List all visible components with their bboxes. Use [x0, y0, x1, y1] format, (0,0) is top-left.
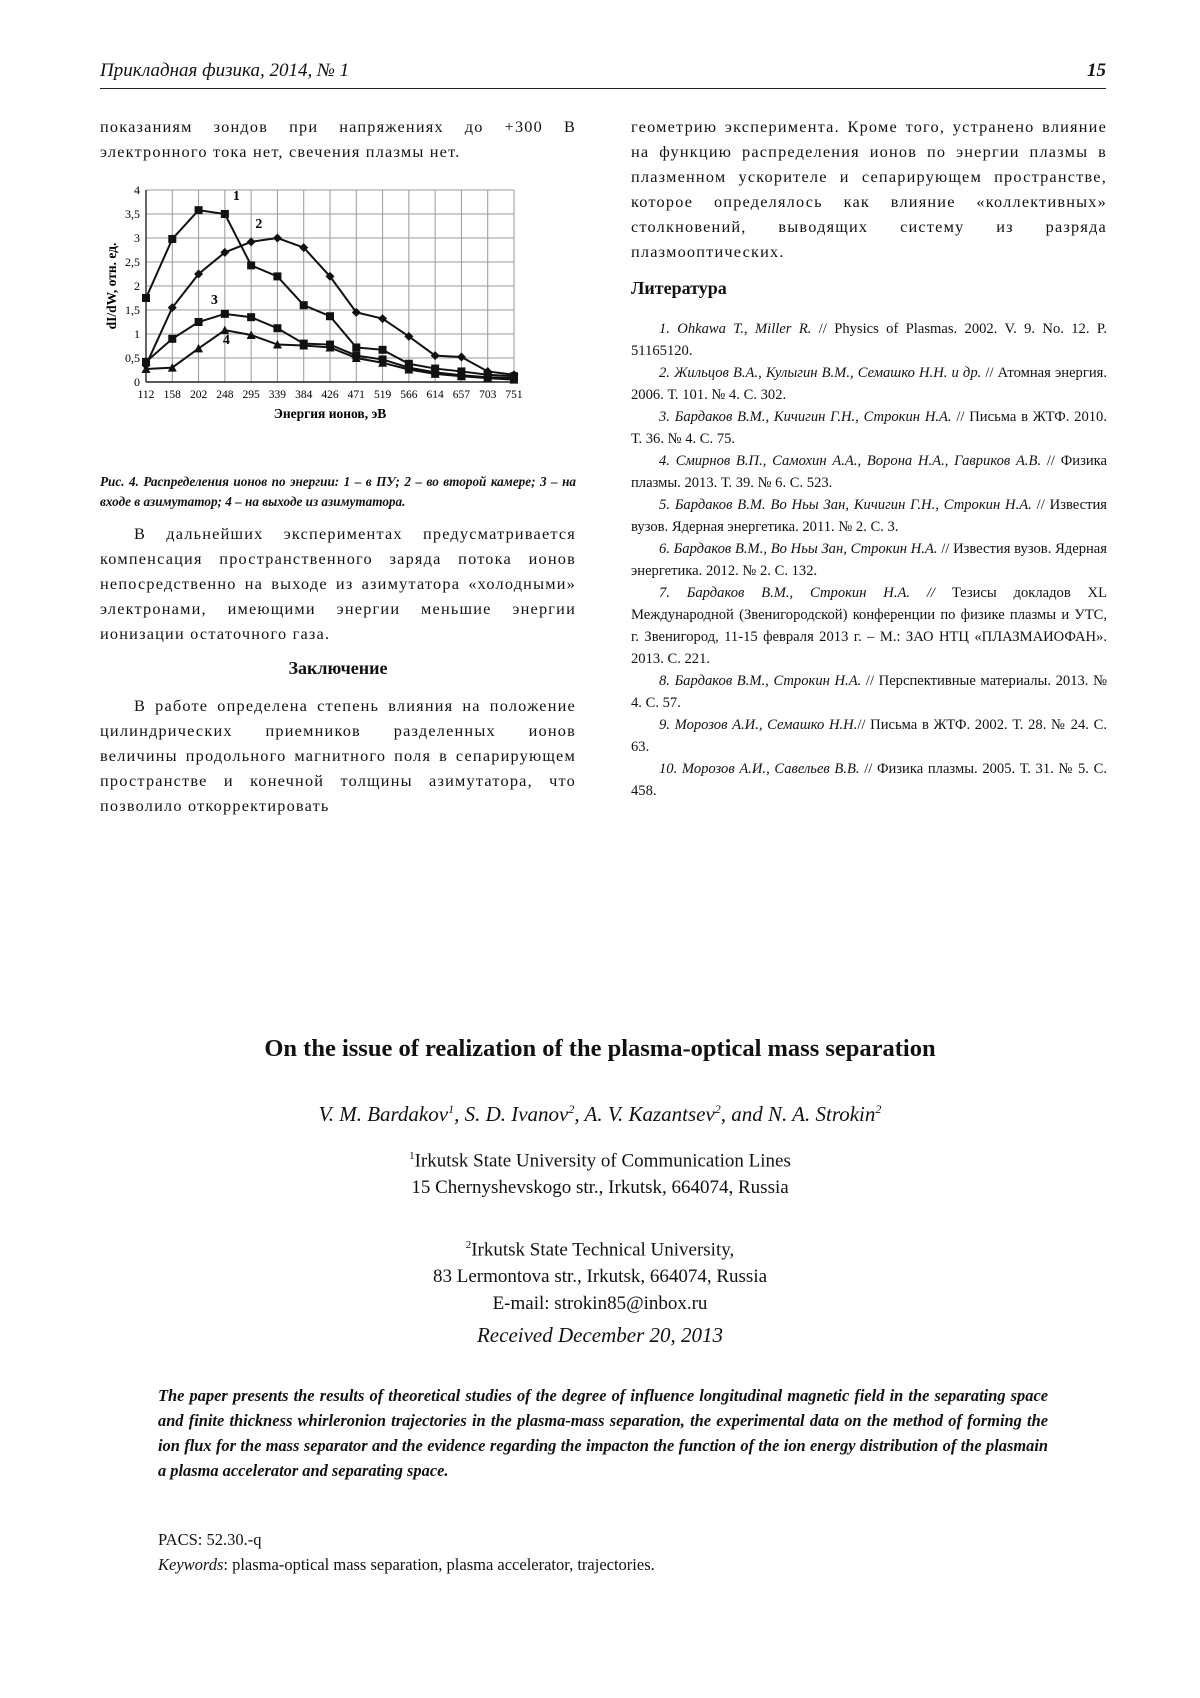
figure-caption: Рис. 4. Распределения ионов по энергии: 1 – в ПУ; 2 – во второй камере; 3 – на входе в азимутатор; 4 – на выходе из азимутатора.	[100, 474, 576, 509]
series-3-point	[195, 318, 203, 326]
series-3-point	[273, 324, 281, 332]
x-tick-label: 295	[242, 389, 260, 401]
series-number-label: 2	[255, 217, 263, 232]
author-name: N. A. Strokin	[768, 1102, 876, 1126]
email-line: E-mail: strokin85@inbox.ru	[492, 1293, 708, 1315]
affiliation-1-sup: 1	[409, 1150, 415, 1162]
author-affiliation-sup: 1	[448, 1102, 455, 1116]
series-2-point	[457, 353, 466, 362]
reference-source: // Перспективные материалы. 2013. № 4. С. 57.	[631, 673, 1107, 711]
reference-source: // Известия вузов. Ядерная энергетика. 2011. № 2. С. 3.	[631, 497, 1107, 535]
author-separator: ,	[454, 1102, 465, 1126]
reference-authors: 8. Бардаков В.М., Строкин Н.А.	[659, 673, 862, 689]
author-separator: , and	[720, 1102, 769, 1126]
x-tick-label: 614	[426, 389, 444, 401]
series-1-point	[142, 294, 150, 302]
x-tick-label: 657	[452, 389, 471, 401]
left-column-lower	[100, 521, 576, 818]
series-3-point	[221, 310, 229, 318]
keywords-label: Keywords	[158, 1555, 224, 1574]
running-header	[100, 60, 1106, 89]
reference-authors: 10. Морозов А.И., Савельев В.В.	[659, 761, 860, 777]
reference-source: // Известия вузов. Ядерная энергетика. 2012. № 2. С. 132.	[631, 541, 1107, 579]
reference-item	[631, 318, 1107, 362]
author-name: V. M. Bardakov	[318, 1102, 449, 1126]
reference-source: // Физика плазмы. 2005. Т. 31. № 5. С. 458.	[631, 761, 1107, 799]
reference-item	[631, 406, 1107, 450]
y-tick-label: 2,5	[125, 255, 140, 269]
x-tick-label: 248	[216, 389, 234, 401]
keywords-line	[158, 1552, 655, 1577]
author-separator: ,	[574, 1102, 585, 1126]
left-paragraph-1: показаниям зондов при напряжениях до +300 В электронного тока нет, свечения плазмы нет.	[100, 117, 576, 161]
x-tick-label: 471	[347, 389, 365, 401]
chart-grid	[146, 190, 514, 382]
x-tick-label: 339	[268, 389, 287, 401]
english-title: On the issue of realization of the plasma-optical mass separation	[264, 1035, 936, 1062]
reference-item	[631, 714, 1107, 758]
x-axis-label: Энергия ионов, эВ	[273, 406, 387, 421]
reference-item	[631, 494, 1107, 538]
y-tick-label: 1	[134, 327, 140, 341]
reference-authors: 4. Смирнов В.П., Самохин А.А., Ворона Н.А., Гавриков А.В.	[659, 453, 1042, 469]
reference-source: // Письма в ЖТФ. 2002. Т. 28. № 24. С. 63.	[631, 717, 1107, 755]
reference-source: // Атомная энергия. 2006. Т. 101. № 4. С. 302.	[631, 365, 1107, 403]
x-tick-label: 112	[137, 389, 155, 401]
reference-item	[631, 670, 1107, 714]
series-1-point	[352, 343, 360, 351]
reference-item	[631, 582, 1107, 670]
y-axis-label: dI/dW, отн. ед.	[104, 242, 119, 330]
reference-item	[631, 450, 1107, 494]
pacs-line: PACS: 52.30.-q	[158, 1530, 262, 1549]
x-tick-label: 158	[163, 389, 181, 401]
conclusion-heading: Заключение	[288, 658, 388, 678]
reference-authors: 6. Бардаков В.М., Во Ньы Зан, Строкин Н.А.	[659, 541, 938, 557]
series-1-point	[247, 261, 255, 269]
abstract: The paper presents the results of theoretical studies of the degree of influence longitudinal magnetic field in the separating space and finite thickness whirleronion trajectories in the plasma-mass separation, the experimental data on the method of forming the ion flux for the mass separator and the evidence regarding the impacton the function of the ion energy distribution of the plasmain a plasma accelerator and separating space.	[158, 1386, 1048, 1480]
series-1-point	[221, 210, 229, 218]
affiliation-2-line-2: 83 Lermontova str., Irkutsk, 664074, Russia	[432, 1266, 768, 1288]
series-1-point	[195, 206, 203, 214]
y-tick-label: 2	[134, 279, 140, 293]
author-name: A. V. Kazantsev	[584, 1102, 715, 1126]
reference-authors: 2. Жильцов В.А., Кулыгин В.М., Семашко Н.Н. и др.	[659, 365, 982, 381]
y-tick-label: 0,5	[125, 351, 140, 365]
page-number: 15	[1087, 60, 1106, 81]
x-tick-label: 384	[295, 389, 313, 401]
series-1-point	[168, 235, 176, 243]
affiliation-2	[0, 1232, 1200, 1317]
left-paragraph-2: В дальнейших экспериментах предусматривается компенсация пространственного заряда потока ионов непосредственно на выходе из азимутатора «холодными» электронами, имеющими энергии меньшие энергии ионизации остаточного газа.	[100, 524, 576, 643]
x-tick-label: 751	[505, 389, 523, 401]
series-1-point	[379, 346, 387, 354]
reference-authors: 3. Бардаков В.М., Кичигин Г.Н., Строкин Н.А.	[659, 409, 952, 425]
reference-item	[631, 538, 1107, 582]
author-name: S. D. Ivanov	[464, 1102, 569, 1126]
reference-source: Тезисы докладов XL Международной (Звенигородской) конференции по физике плазмы и УТС, г. Звенигород, 11-15 февраля 2013 г. – М.: ЗАО НТЦ «ПЛАЗМАИОФАН». 2013. С. 221.	[631, 585, 1107, 667]
series-1-point	[300, 301, 308, 309]
y-tick-label: 4	[134, 184, 140, 197]
x-tick-label: 519	[373, 389, 392, 401]
series-2-point	[273, 234, 282, 243]
left-paragraph-3: В работе определена степень влияния на положение цилиндрических приемников разделенных ионов величины продольного магнитного поля в сепарирующем пространстве и конечной толщины азимутатора, что позволило откорректировать	[100, 696, 576, 815]
reference-source: // Физика плазмы. 2013. Т. 39. № 6. С. 523.	[631, 453, 1107, 491]
y-tick-label: 3	[134, 231, 140, 245]
reference-item	[631, 362, 1107, 406]
x-tick-label: 703	[479, 389, 497, 401]
series-3-point	[247, 313, 255, 321]
keywords-text: : plasma-optical mass separation, plasma accelerator, trajectories.	[223, 1555, 655, 1574]
affiliation-1-line-1: Irkutsk State University of Communication Lines	[414, 1150, 791, 1172]
chart-labels	[104, 184, 523, 421]
affiliation-1-line-2: 15 Chernyshevskogo str., Irkutsk, 664074, Russia	[411, 1177, 789, 1199]
author-affiliation-sup: 2	[714, 1102, 721, 1116]
author-affiliation-sup: 2	[875, 1102, 882, 1116]
series-number-label: 4	[222, 333, 230, 349]
journal-name: Прикладная физика, 2014, № 1	[100, 60, 350, 81]
reference-source: // Physics of Plasmas. 2002. V. 9. No. 12. P. 51165120.	[631, 321, 1107, 359]
reference-authors: 9. Морозов А.И., Семашко Н.Н.	[659, 717, 858, 733]
reference-authors: 1. Ohkawa T., Miller R.	[659, 321, 812, 337]
reference-authors: 7. Бардаков В.М., Строкин Н.А. //	[659, 585, 935, 601]
left-column	[100, 114, 576, 164]
reference-list	[631, 318, 1107, 802]
x-tick-label: 202	[189, 389, 208, 401]
received-date: Received December 20, 2013	[476, 1323, 724, 1347]
series-2-point	[247, 237, 256, 246]
energy-distribution-chart	[104, 184, 574, 462]
x-tick-label: 566	[400, 389, 418, 401]
reference-authors: 5. Бардаков В.М. Во Ньы Зан, Кичигин Г.Н., Строкин Н.А.	[659, 497, 1032, 513]
reference-source: // Письма в ЖТФ. 2010. Т. 36. № 4. С. 75.	[631, 409, 1107, 447]
affiliation-2-sup: 2	[465, 1239, 472, 1251]
series-number-label: 1	[232, 189, 240, 204]
series-1-point	[326, 312, 334, 320]
series-number-label: 3	[210, 292, 218, 308]
right-column	[631, 114, 1107, 264]
affiliation-2-line-1: Irkutsk State Technical University,	[471, 1239, 735, 1261]
y-tick-label: 0	[134, 375, 140, 389]
y-tick-label: 1,5	[125, 303, 140, 317]
x-tick-label: 426	[321, 389, 339, 401]
references-heading: Литература	[631, 278, 727, 298]
reference-item	[631, 758, 1107, 802]
y-tick-label: 3,5	[125, 207, 140, 221]
author-affiliation-sup: 2	[568, 1102, 575, 1116]
affiliation-1	[0, 1143, 1200, 1201]
author-list	[0, 1102, 1200, 1127]
right-paragraph-1: геометрию эксперимента. Кроме того, устранено влияние на функцию распределения ионов по энергии плазмы в плазменном ускорителе и сепарирующем пространстве, которое определялось как влияние «коллективных» столкновений, выводящих систему из разряда плазмооптических.	[631, 117, 1107, 261]
series-1-point	[273, 272, 281, 280]
series-3-point	[168, 335, 176, 343]
